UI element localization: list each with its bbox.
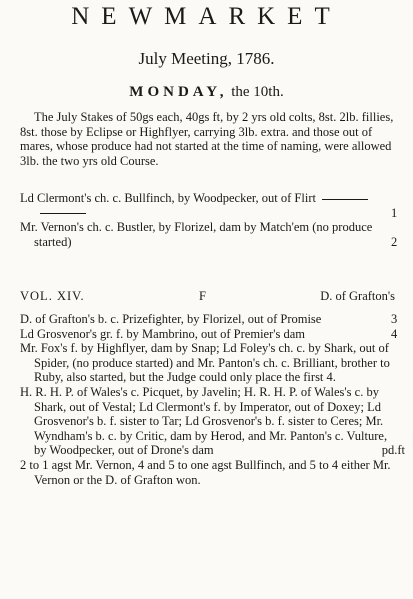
dash-rule [322, 199, 368, 200]
betting: 2 to 1 agst Mr. Vernon, 4 and 5 to one agst Bullfinch, and 5 to 4 either Mr. Vernon or the D. of Grafton won. [20, 457, 391, 487]
entry-1: Ld Clermont's ch. c. Bullfinch, by Woodpecker, out of Flirt 1 [20, 191, 398, 220]
meeting-heading: July Meeting, 1786. [138, 49, 275, 68]
volume-footer [20, 289, 395, 304]
conditions-text: The July Stakes of 50gs each, 40gs ft, by 2 yrs old colts, 8st. 2lb. fillies, 8st. those by Eclipse or Highflyer, carrying 3lb. extra. and those out of mares, whose produce had not started at the time of naming, were allowed 3lb. the two yrs old Course. [20, 110, 394, 168]
dash-rule [40, 213, 86, 214]
also-ran: Mr. Fox's f. by Highflyer, dam by Snap; Ld Foley's ch. c. by Shark, out of Spider, (no produce started) and Mr. Panton's ch. c. Brilliant, brother to Ruby, also started, but the Judge could only place the first 4. [20, 341, 390, 385]
race-conditions [20, 110, 395, 168]
paid-forfeit [20, 384, 405, 458]
entry-4-text: Ld Grosvenor's gr. f. by Mambrino, out of Premier's dam [20, 326, 306, 341]
volume-line [20, 289, 395, 304]
day-date: the 10th. [231, 84, 284, 100]
entries-block [20, 191, 398, 249]
entries-block-2 [20, 312, 405, 487]
entry-2-text: Mr. Vernon's ch. c. Bustler, by Florizel, dam by Match'em (no produce started) [20, 220, 373, 249]
entry-3-text: D. of Grafton's b. c. Prizefighter, by Florizel, out of Promise [20, 312, 322, 326]
entry-1-text: Ld Clermont's ch. c. Bullfinch, by Woodpecker, out of Flirt [20, 191, 316, 205]
day-name: MONDAY, [129, 84, 228, 100]
entry-3: D. of Grafton's b. c. Prizefighter, by Florizel, out of Promise 3 [20, 312, 398, 326]
day-heading [0, 82, 413, 102]
volume-number: VOL. XIV. [20, 289, 85, 303]
paid-forfeit-mark: pd.ft [381, 443, 405, 458]
paid-forfeit-text: H. R. H. P. of Wales's c. Picquet, by Javelin; H. R. H. P. of Wales's c. by Shark, out of Vestal; Ld Clermont's f. by Imperator, out of Doxey; Ld Grosvenor's b. f. sister to Tar; Ld Grosvenor's b. f. sister to Ceres; Mr. Wyndham's b. c. by Critic, dam by Herod, and Mr. Panton's c. Vulture, by Woodpecker, out of Drone's dam [20, 384, 388, 458]
signature-mark: F [198, 289, 206, 303]
entry-2: Mr. Vernon's ch. c. Bustler, by Florizel, dam by Match'em (no produce started) 2 [20, 220, 398, 249]
catchword: D. of Grafton's [320, 289, 395, 303]
page-title: NEWMARKET [71, 3, 342, 30]
entry-4: Ld Grosvenor's gr. f. by Mambrino, out of Premier's dam 4 [20, 326, 398, 341]
